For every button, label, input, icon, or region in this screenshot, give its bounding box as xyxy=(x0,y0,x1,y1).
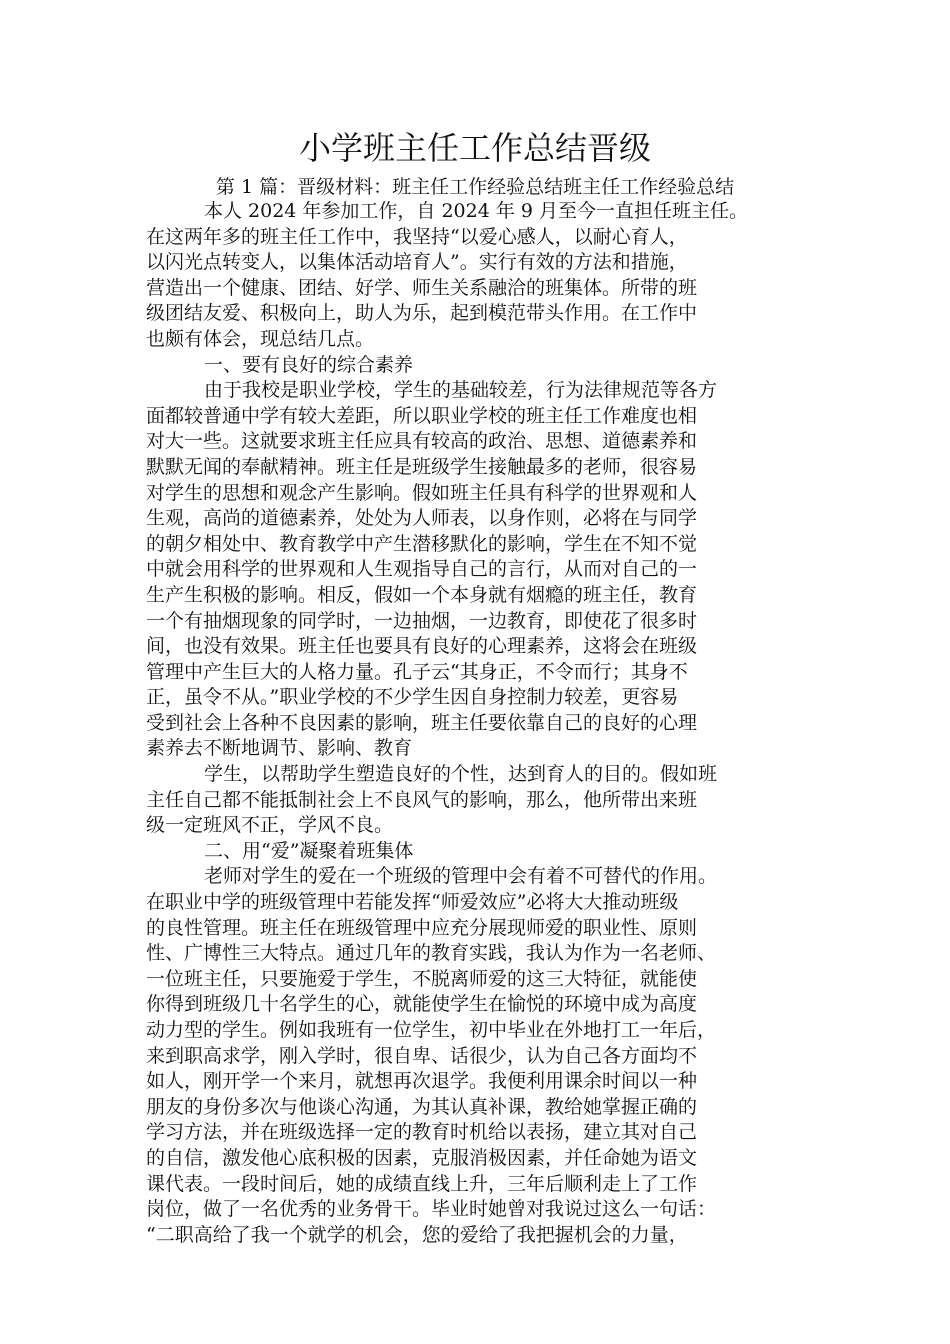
document-subtitle: 第 1 篇：晋级材料：班主任工作经验总结班主任工作经验总结 xyxy=(215,176,735,198)
text-line: 的自信，激发他心底积极的因素，克服消极因素，并任命她为语文 xyxy=(146,1146,698,1169)
text-line: 二、用“爱”凝聚着班集体 xyxy=(204,839,414,862)
text-line: 你得到班级几十名学生的心，就能使学生在愉悦的环境中成为高度 xyxy=(146,993,698,1016)
text-line: 中就会用科学的世界观和人生观指导自己的言行，从而对自己的一 xyxy=(146,558,698,581)
document-body xyxy=(146,199,826,1248)
text-line: 的朝夕相处中、教育教学中产生潜移默化的影响，学生在不知不觉 xyxy=(146,532,698,555)
text-line: “二职高给了我一个就学的机会，您的爱给了我把握机会的力量， xyxy=(146,1223,688,1246)
text-line: 级团结友爱、积极向上，助人为乐，起到模范带头作用。在工作中 xyxy=(146,302,698,325)
text-line: 以闪光点转变人，以集体活动培育人”。实行有效的方法和措施， xyxy=(146,251,688,274)
text-line: 朋友的身份多次与他谈心沟通，为其认真补课，教给她掌握正确的 xyxy=(146,1095,698,1118)
text-line: 受到社会上各种不良因素的影响，班主任要依靠自己的良好的心理 xyxy=(146,711,698,734)
text-line: 学生，以帮助学生塑造良好的个性，达到育人的目的。假如班 xyxy=(204,763,718,786)
text-line: 在这两年多的班主任工作中，我坚持“以爱心感人，以耐心育人， xyxy=(146,225,688,248)
text-line: 也颇有体会，现总结几点。 xyxy=(146,327,375,350)
text-line: 学习方法，并在班级选择一定的教育时机给以表扬，建立其对自己 xyxy=(146,1121,698,1144)
text-line: 老师对学生的爱在一个班级的管理中会有着不可替代的作用。 xyxy=(204,865,718,888)
text-line: 对大一些。这就要求班主任应具有较高的政治、思想、道德素养和 xyxy=(146,430,698,453)
text-line: 生观，高尚的道德素养，处处为人师表，以身作则，必将在与同学 xyxy=(146,507,698,530)
text-line: 的良性管理。班主任在班级管理中应充分展现师爱的职业性、原则 xyxy=(146,916,698,939)
text-line: 一、要有良好的综合素养 xyxy=(204,353,414,376)
text-line: 本人 2024 年参加工作，自 2024 年 9 月至今一直担任班主任。 xyxy=(204,200,749,222)
text-line: 动力型的学生。例如我班有一位学生，初中毕业在外地打工一年后， xyxy=(146,1019,717,1041)
text-line: 在职业中学的班级管理中若能发挥“师爱效应”必将大大推动班级 xyxy=(146,891,679,914)
text-line: 主任自己都不能抵制社会上不良风气的影响，那么，他所带出来班 xyxy=(146,788,698,811)
text-line: 间，也没有效果。班主任也要具有良好的心理素养，这将会在班级 xyxy=(146,635,698,658)
text-line: 管理中产生巨大的人格力量。孔子云“其身正，不令而行；其身不 xyxy=(146,660,688,683)
text-line: 性、广博性三大特点。通过几年的教育实践，我认为作为一名老师、 xyxy=(146,942,717,965)
text-line: 面都较普通中学有较大差距，所以职业学校的班主任工作难度也相 xyxy=(146,404,698,427)
text-line: 级一定班风不正，学风不良。 xyxy=(146,814,394,837)
text-line: 一位班主任，只要施爱于学生，不脱离师爱的这三大特征，就能使 xyxy=(146,967,698,990)
text-line: 默默无闻的奉献精神。班主任是班级学生接触最多的老师，很容易 xyxy=(146,455,698,478)
text-line: 由于我校是职业学校，学生的基础较差，行为法律规范等各方 xyxy=(204,379,718,402)
text-line: 课代表。一段时间后，她的成绩直线上升，三年后顺利走上了工作 xyxy=(146,1172,698,1195)
text-line: 来到职高求学，刚入学时，很自卑、话很少，认为自己各方面均不 xyxy=(146,1044,698,1067)
text-line: 一个有抽烟现象的同学时，一边抽烟，一边教育，即使花了很多时 xyxy=(146,609,698,632)
text-line: 生产生积极的影响。相反，假如一个本身就有烟瘾的班主任，教育 xyxy=(146,583,698,606)
text-line: 营造出一个健康、团结、好学、师生关系融洽的班集体。所带的班 xyxy=(146,276,698,299)
text-line: 对学生的思想和观念产生影响。假如班主任具有科学的世界观和人 xyxy=(146,481,698,504)
text-line: 素养去不断地调节、影响、教育 xyxy=(146,737,413,760)
document-title: 小学班主任工作总结晋级 xyxy=(298,129,651,167)
text-line: 岗位，做了一名优秀的业务骨干。毕业时她曾对我说过这么一句话： xyxy=(146,1198,717,1221)
text-line: 如人，刚开学一个来月，就想再次退学。我便利用课余时间以一种 xyxy=(146,1070,698,1093)
text-line: 正，虽令不从。”职业学校的不少学生因自身控制力较差，更容易 xyxy=(146,686,679,709)
